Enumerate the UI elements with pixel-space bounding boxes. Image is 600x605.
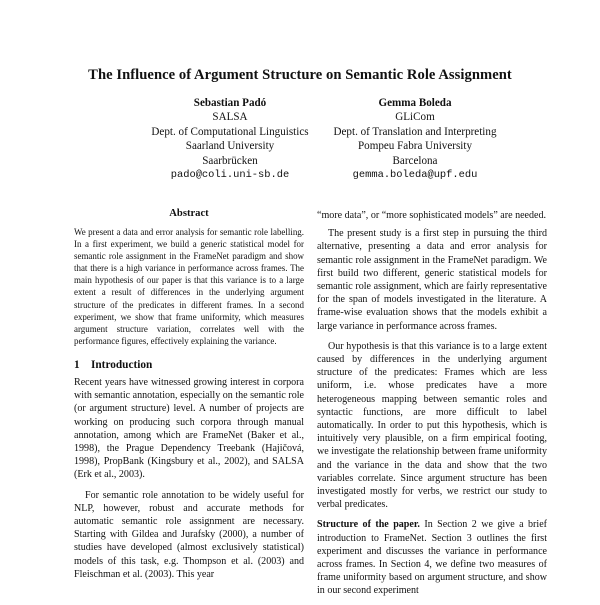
author-email: gemma.boleda@upf.edu [352,169,478,182]
section-heading-introduction [74,359,304,371]
author-affiliation: SALSA [212,111,248,124]
introduction-body [74,376,304,581]
paragraph: Our hypothesis is that this variance is to a large extent caused by differences in the underlying argument structure of the predicates: Frames which are less uniform, i.e. whose predicates have a more heterogeneous mapping between semantic roles and syntactic functions, are more difficult to label automatically. In order to put this hypothesis, which is intuitively very plausible, on a firm empirical footing, we investigate the relationship between frame uniformity and the variance in the data and show that the two variables correlate. Since argument structure has been investigated mostly for verbs, we restrict our study to verbal predicates. [317,340,547,511]
abstract-heading: Abstract [169,208,209,219]
author-email: pado@coli.uni-sb.de [170,169,290,182]
paragraph: The present study is a first step in pursuing the third alternative, presenting a data and error analysis for semantic role assignment in the FrameNet paradigm. We first build two different, generic statistical models for semantic role assignment, which are fairly representative for the span of models investigated in the literature. A frame-wise evaluation shows that the models exhibit a large variance in performance across frames. [317,228,547,332]
structure-text: In Section 2 we give a brief introduction to FrameNet. Section 3 outlines the first experiment and discusses the variance in performance across frames. In Section 4, we define two measures of frame uniformity based on argument structure, and show in our second experiment [317,519,547,597]
paragraph-structure [317,518,547,597]
right-column-body [317,209,547,598]
paragraph: Recent years have witnessed growing interest in corpora with semantic annotation, especially on the semantic role (or argument structure) level. A number of projects are working on producing such corpora through manual annotation, among which are FrameNet (Baker et al., 1998), the Prague Dependency Treebank (Hajičová, 1998), PropBank (Kingsbury et al., 2002), and SALSA (Erk et al., 2003). [74,376,304,481]
author-city: Barcelona [392,154,438,167]
paragraph: “more data”, or “more sophisticated models” are needed. [317,210,547,221]
author-department: Dept. of Translation and Interpreting [333,125,497,138]
author-name: Gemma Boleda [378,97,452,109]
author-affiliation: GLiCom [395,111,435,124]
paper-title: The Influence of Argument Structure on Semantic Role Assignment [88,67,512,83]
structure-heading: Structure of the paper. [317,519,420,531]
author-name: Sebastian Padó [193,97,267,109]
author-department: Dept. of Computational Linguistics [151,125,309,138]
left-column [74,208,304,588]
author-city: Saarbrücken [202,154,258,167]
author-block-boleda [295,96,535,182]
right-column [317,209,547,605]
author-university: Saarland University [185,140,275,153]
author-university: Pompeu Fabra University [357,140,472,153]
paragraph: For semantic role annotation to be widely useful for NLP, however, robust and accurate methods for automatic semantic role assignment are necessary. Starting with Gildea and Jurafsky (2000), a number of studies have developed (almost exclusively statistical) models of this task, e.g. Thompson et al. (2003) and Fleischman et al. (2003). This year [74,489,304,580]
abstract-text: We present a data and error analysis for semantic role labelling. In a first experiment, we build a generic statistical model for semantic role assignment in the FrameNet paradigm and show that there is a high variance in performance across frames. The main hypothesis of our paper is that this variance is to a large extent a result of differences in the underlying argument structure of the predicates in different frames. In a second experiment, we show that frame uniformity, which measures argument structure variation, correlates well with the performance figures, effectively explaining the variance. [74,227,304,346]
section-title: Introduction [91,358,153,371]
section-number: 1 [74,358,80,371]
